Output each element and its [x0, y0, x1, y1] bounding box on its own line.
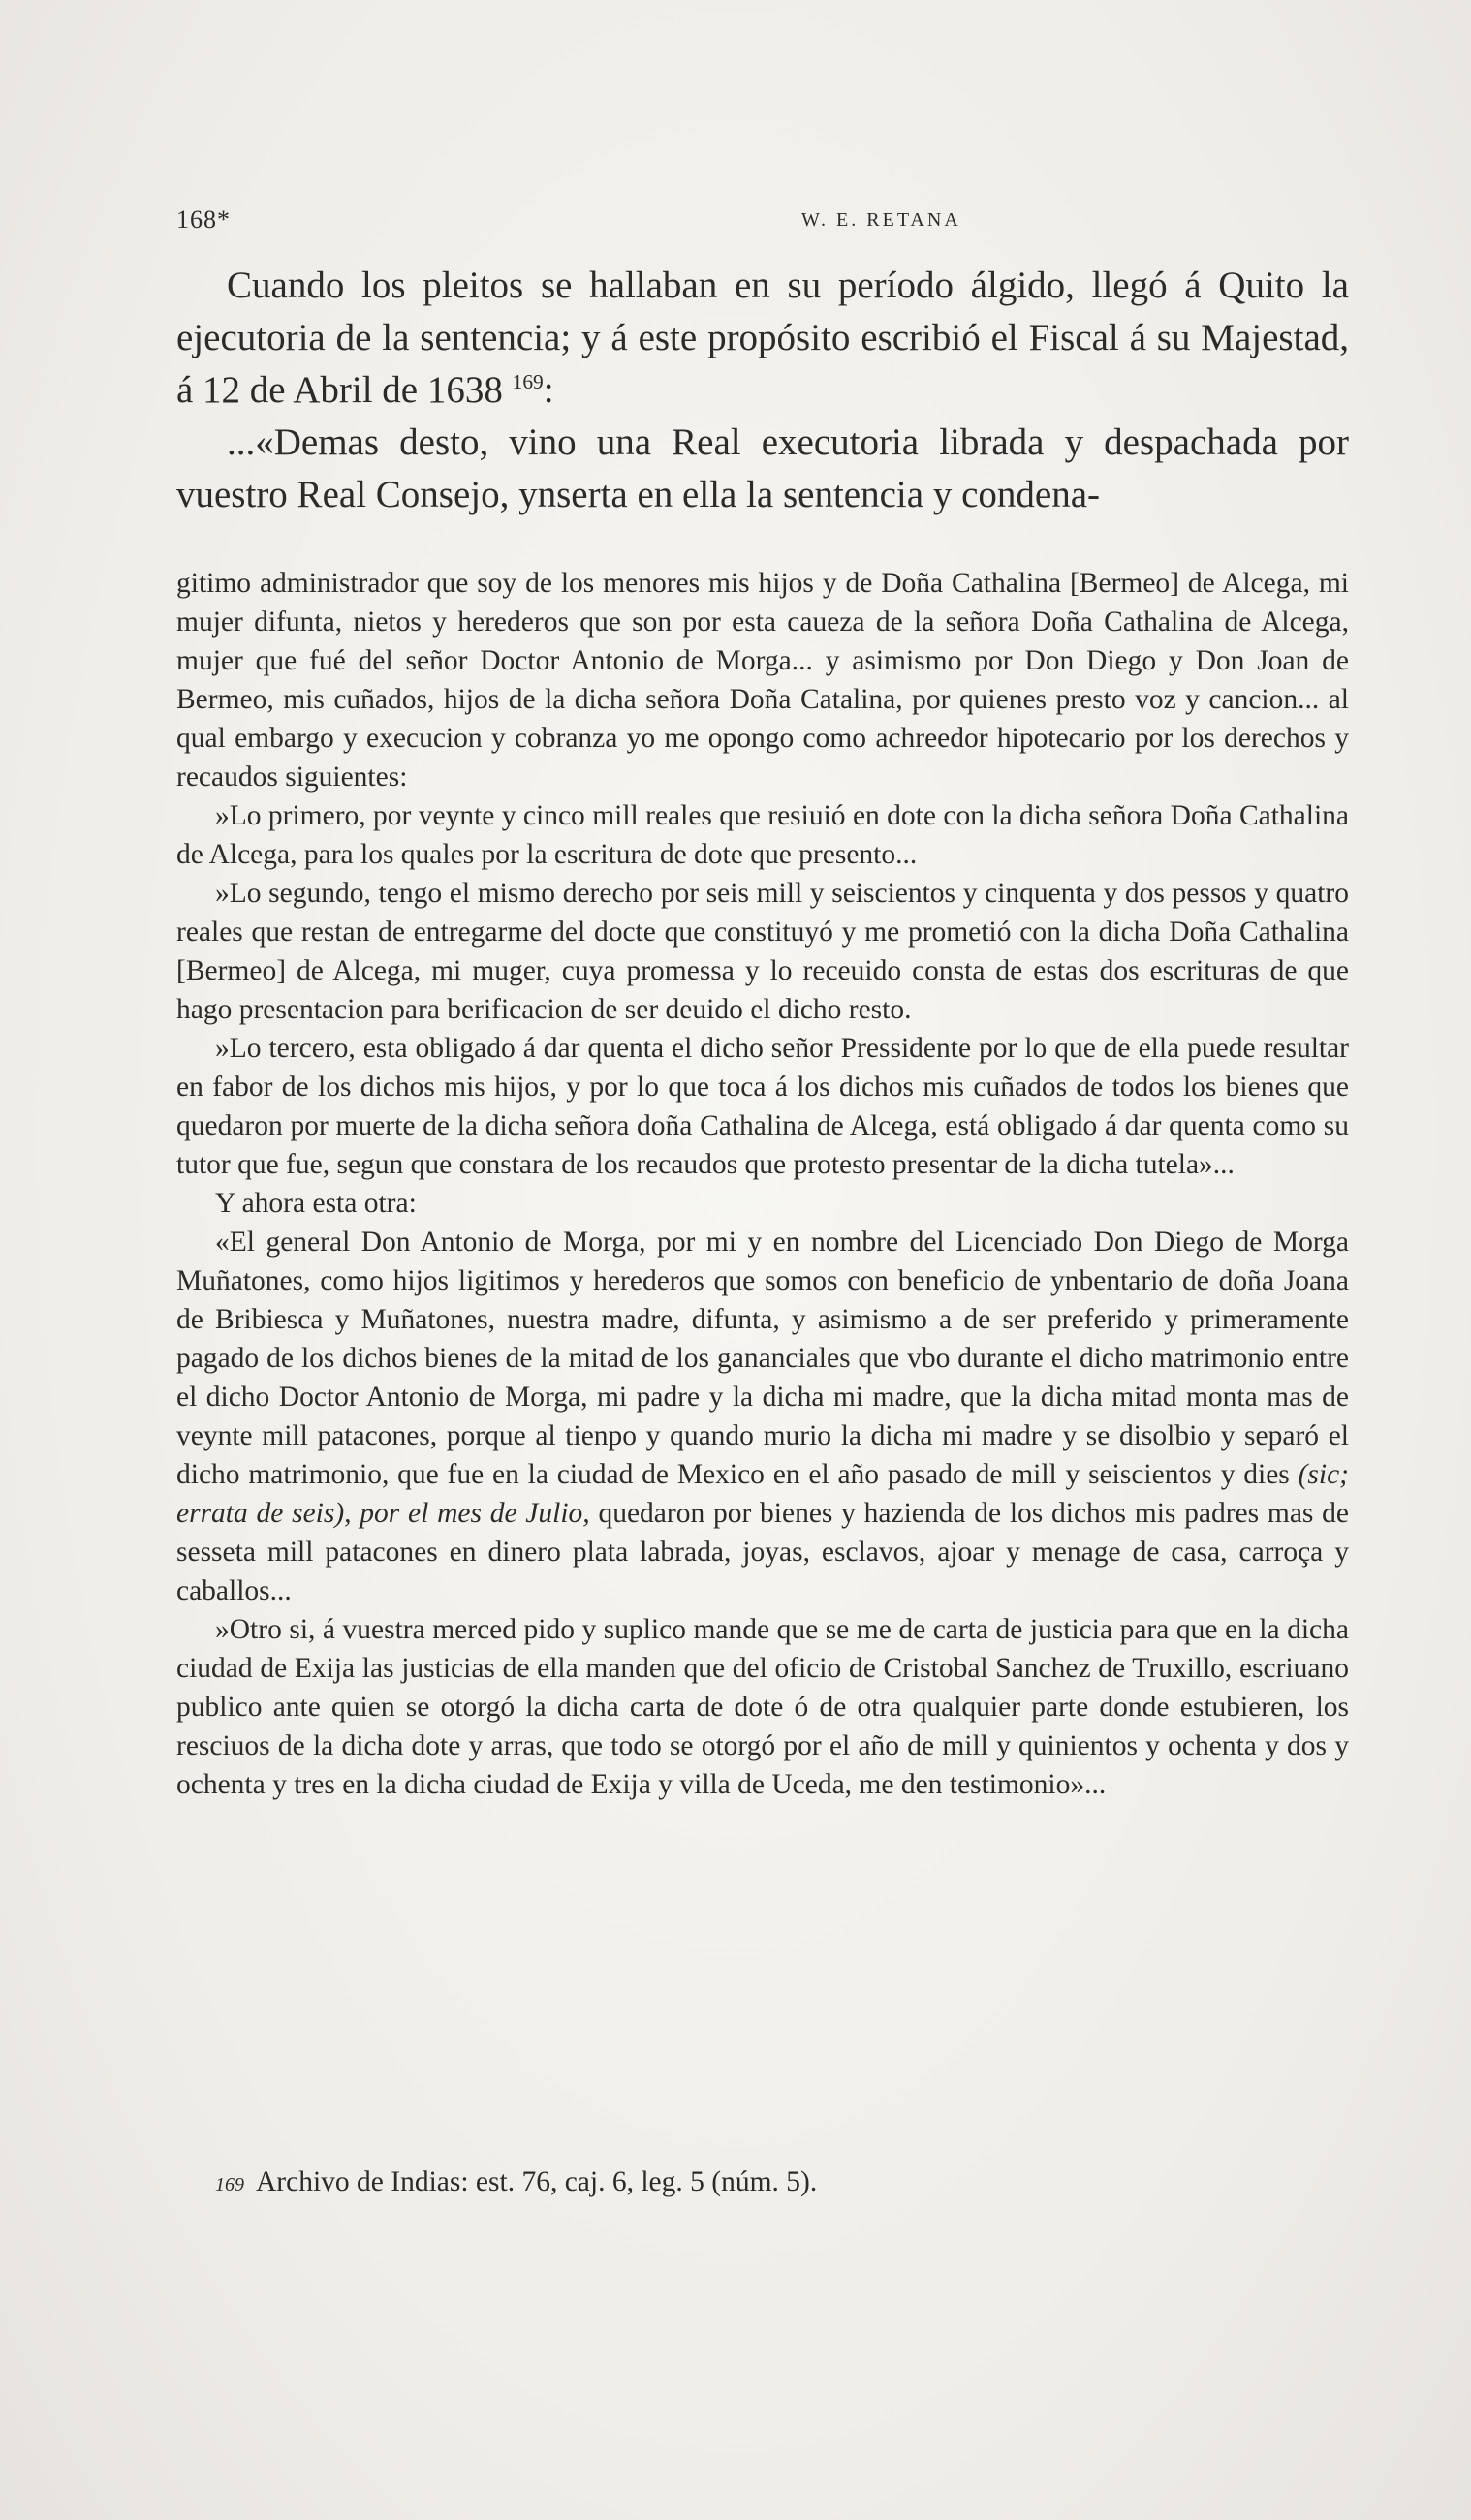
main-paragraph-1-tail: : — [543, 369, 554, 411]
quote-paragraph-5: Y ahora esta otra: — [215, 1188, 417, 1219]
footnote — [215, 2162, 1349, 2204]
quote-paragraph-6 — [176, 1223, 1349, 1610]
quote-paragraph-1: gitimo administrador que soy de los menores mis hijos y de Doña Cathalina [Bermeo] de Alcega, mi mujer difunta, nietos y herederos que son por esta caueza de la señora Doña Cathalina de Alcega, mujer que fué del señor Doctor Antonio de Morga... y asimismo por Don Diego y Don Joan de Bermeo, mis cuñados, hijos de la dicha señora Doña Catalina, por quienes presto voz y cancion... al qual embargo y execucion y cobranza yo me opongo como achreedor hipotecario por los derechos y recaudos siguientes: — [176, 568, 1349, 793]
quote-paragraph-2: »Lo primero, por veynte y cinco mill reales que resiuió en dote con la dicha señora Doña Cathalina de Alcega, para los quales por la escritura de dote que presento... — [176, 800, 1349, 870]
running-head: W. E. RETANA — [801, 209, 961, 231]
quote-paragraph-7: »Otro si, á vuestra merced pido y suplico mande que se me de carta de justicia para que en la dicha ciudad de Exija las justicias de ella manden que del oficio de Cristobal Sanchez de Truxillo, escriuano publico ante quien se otorgó la dicha carta de dote ó de otra qualquier parte donde estubieren, los resciuos de la dicha dote y arras, que todo se otorgó por el año de mill y quinientos y ochenta y dos y ochenta y tres en la dicha ciudad de Exija y villa de Uceda, me den testimonio»... — [176, 1614, 1349, 1800]
main-paragraph-1-text: Cuando los pleitos se hallaban en su período álgido, llegó á Quito la ejecutoria de la sentencia; y á este propósito escribió el Fiscal á su Majestad, á 12 de Abril de 1638 — [176, 264, 1349, 411]
footnote-number: 169 — [215, 2174, 244, 2195]
quote-paragraph-3: »Lo segundo, tengo el mismo derecho por seis mill y seiscientos y cinquenta y dos pessos y quatro reales que restan de entregarme del docte que constituyó y me prometió con la dicha Doña Cathalina [Bermeo] de Alcega, mi muger, cuya promessa y lo receuido consta de estas dos escrituras de que hago presentacion para berificacion de ser deuido el dicho resto. — [176, 878, 1349, 1025]
quote-paragraph-6-text: «El general Don Antonio de Morga, por mi y en nombre del Licenciado Don Diego de Morga Muñatones, como hijos ligitimos y herederos que somos con beneficio de ynbentario de doña Joana de Bribiesca y Muñatones, nuestra madre, difunta, y asimismo a de ser preferido y primeramente pagado de los dichos bienes de la mitad de los gananciales que vbo durante el dicho matrimonio entre el dicho Doctor Antonio de Morga, mi padre y la dicha mi madre, que la dicha mitad monta mas de veynte mill patacones, porque al tienpo y quando murio la dicha mi madre y se disolbio y separó el dicho matrimonio, que fue en la ciudad de Mexico en el año pasado de mill y seiscientos y dies — [176, 1227, 1349, 1490]
main-paragraph-2: ...«Demas desto, vino una Real executoria librada y despachada por vuestro Real Consejo, ynserta en ella la sentencia y condena- — [176, 421, 1349, 515]
page-header — [176, 205, 1349, 244]
quote-paragraph-6-italic: (sic; errata de seis), por el mes de Julio, — [176, 1459, 1350, 1529]
main-paragraph-1 — [176, 260, 1349, 417]
footnote-reference: 169 — [512, 370, 544, 393]
quote-paragraph-4: »Lo tercero, esta obligado á dar quenta el dicho señor Pressidente por lo que de ella puede resultar en fabor de los dichos mis hijos, y por lo que toca á los dichos mis cuñados de todos los bienes que quedaron por muerte de la dicha señora doña Cathalina de Alcega, está obligado á dar quenta como su tutor que fue, segun que constara de los recaudos que protesto presentar de la dicha tutela»... — [176, 1033, 1349, 1180]
footnote-text: Archivo de Indias: est. 76, caj. 6, leg. 5 (núm. 5). — [256, 2166, 818, 2197]
main-text — [176, 260, 1349, 521]
quoted-text — [176, 564, 1349, 1804]
page-number: 168* — [176, 205, 231, 233]
quote-paragraph-6-tail: quedaron por bienes y hazienda de los dichos mis padres mas de sesseta mill patacones en dinero plata labrada, joyas, esclavos, ajoar y menage de casa, carroça y caballos... — [176, 1498, 1349, 1606]
